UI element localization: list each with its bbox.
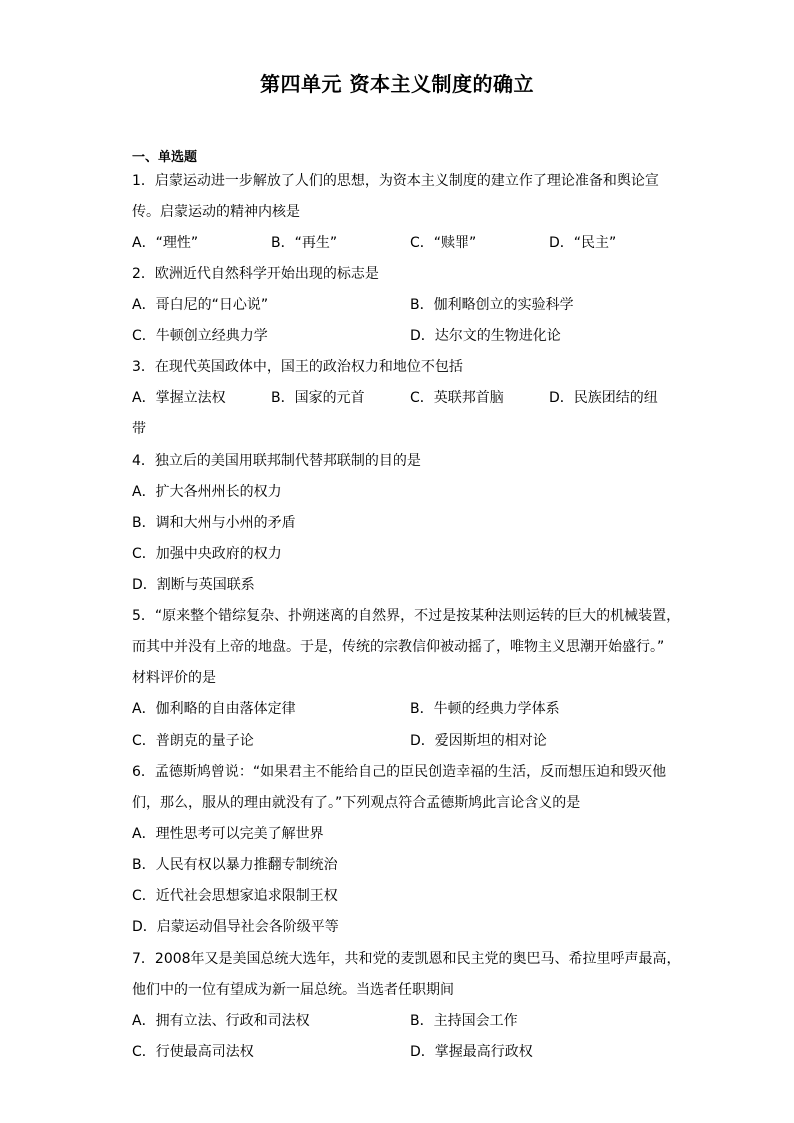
question-5-stem-line-1: 5．“原来整个错综复杂、扑朔迷离的自然界，不过是按某种法则运转的巨大的机械装置， [132,608,681,624]
question-4-option-d: D．割断与英国联系 [132,577,255,593]
question-1-option-a: A．“理性” [132,235,199,251]
question-7-stem-line-2: 他们中的一位有望成为新一届总统。当选者任职期间 [132,982,454,998]
question-2-option-b: B．伽利略创立的实验科学 [410,297,574,313]
question-7-stem-line-1: 7．2008年又是美国总统大选年，共和党的麦凯恩和民主党的奥巴马、希拉里呼声最高， [132,951,681,967]
question-6-option-c: C．近代社会思想家追求限制王权 [132,888,338,904]
question-6-option-b: B．人民有权以暴力推翻专制统治 [132,857,338,873]
question-1-stem-line-1: 1．启蒙运动进一步解放了人们的思想，为资本主义制度的建立作了理论准备和舆论宣 [132,173,659,189]
question-2-stem-line-1: 2．欧洲近代自然科学开始出现的标志是 [132,266,379,282]
page-title: 第四单元 资本主义制度的确立 [260,72,534,96]
question-3-stem-line-1: 3．在现代英国政体中，国王的政治权力和地位不包括 [132,359,463,375]
question-6-stem-line-1: 6．孟德斯鸠曾说：“如果君主不能给自己的臣民创造幸福的生活，反而想压迫和毁灭他 [132,764,667,780]
question-1-option-d: D．“民主” [549,235,617,251]
question-6-option-d: D．启蒙运动倡导社会各阶级平等 [132,919,339,935]
question-1-stem-line-2: 传。启蒙运动的精神内核是 [132,204,300,220]
question-5-stem-line-3: 材料评价的是 [132,670,216,686]
question-7-option-d: D．掌握最高行政权 [410,1044,533,1060]
section-heading: 一、单选题 [132,150,198,165]
question-3-option-a: A．掌握立法权 [132,390,226,406]
question-5-option-d: D．爱因斯坦的相对论 [410,733,547,749]
question-5-stem-line-2: 而其中并没有上帝的地盘。于是，传统的宗教信仰被动摇了，唯物主义思潮开始盛行。” [132,639,665,655]
question-3-option-d: D．民族团结的纽 [549,390,658,406]
question-7-option-c: C．行使最高司法权 [132,1044,254,1060]
question-1-option-c: C．“赎罪” [410,235,477,251]
question-2-option-c: C．牛顿创立经典力学 [132,328,268,344]
question-6-stem-line-2: 们，那么，服从的理由就没有了。”下列观点符合孟德斯鸠此言论含义的是 [132,795,581,811]
question-5-option-a: A．伽利略的自由落体定律 [132,701,296,717]
question-2-option-a: A．哥白尼的“日心说” [132,297,269,313]
question-3-option-d-wrap: 带 [132,421,146,437]
question-1-option-b: B．“再生” [271,235,338,251]
question-4-option-b: B．调和大州与小州的矛盾 [132,515,296,531]
question-5-option-c: C．普朗克的量子论 [132,733,254,749]
question-7-option-a: A．拥有立法、行政和司法权 [132,1013,310,1029]
question-7-option-b: B．主持国会工作 [410,1013,518,1029]
question-4-option-c: C．加强中央政府的权力 [132,546,282,562]
question-4-stem-line-1: 4．独立后的美国用联邦制代替邦联制的目的是 [132,453,421,469]
question-6-option-a: A．理性思考可以完美了解世界 [132,826,324,842]
question-5-option-b: B．牛顿的经典力学体系 [410,701,560,717]
question-2-option-d: D．达尔文的生物进化论 [410,328,561,344]
question-3-option-c: C．英联邦首脑 [410,390,504,406]
question-4-option-a: A．扩大各州州长的权力 [132,484,282,500]
question-3-option-b: B．国家的元首 [271,390,365,406]
